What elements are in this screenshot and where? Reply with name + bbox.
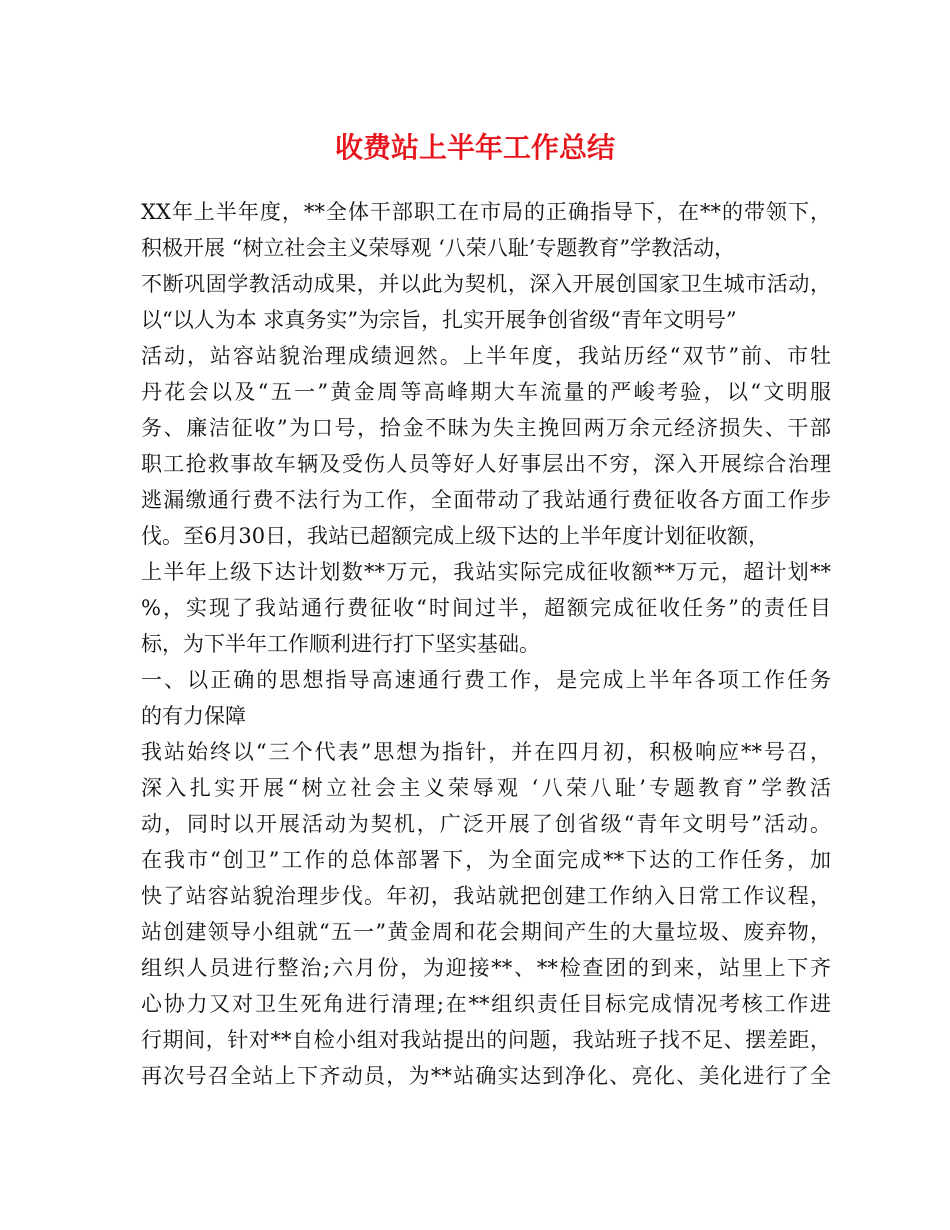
- body-line: 站创建领导小组就“五一”黄金周和花会期间产生的大量垃圾、废弃物，: [141, 920, 831, 944]
- body-line: 深入扎实开展“树立社会主义荣辱观 ‘八荣八耻’专题教育”学教活: [141, 776, 831, 800]
- body-line: 快了站容站貌治理步伐。年初，我站就把创建工作纳入日常工作议程，: [141, 884, 831, 908]
- document-body: [141, 194, 831, 1094]
- body-line: 积极开展 “树立社会主义荣辱观 ‘八荣八耻’专题教育”学教活动，: [141, 236, 736, 260]
- body-line: 丹花会以及“五一”黄金周等高峰期大车流量的严峻考验，以“文明服: [141, 380, 831, 404]
- body-line: 务、廉洁征收”为口号，拾金不昧为失主挽回两万余元经济损失、干部: [141, 416, 831, 440]
- body-line: 标，为下半年工作顺利进行打下坚实基础。: [141, 632, 540, 656]
- body-line: 伐。至6月30日，我站已超额完成上级下达的上半年度计划征收额，: [141, 524, 770, 548]
- document-title: 收费站上半年工作总结: [334, 131, 615, 164]
- body-line: 再次号召全站上下齐动员，为**站确实达到净化、亮化、美化进行了全: [141, 1064, 831, 1088]
- body-line: 在我市“创卫”工作的总体部署下，为全面完成**下达的工作任务，加: [141, 848, 831, 872]
- body-line: 以“以人为本 求真务实”为宗旨，扎实开展争创省级“青年文明号”: [141, 308, 737, 332]
- body-line: 职工抢救事故车辆及受伤人员等好人好事层出不穷，深入开展综合治理: [141, 452, 831, 476]
- body-line: 不断巩固学教活动成果，并以此为契机，深入开展创国家卫生城市活动，: [141, 272, 831, 296]
- body-line: XX年上半年度，**全体干部职工在市局的正确指导下，在**的带领下，: [141, 200, 831, 224]
- body-line: 一、以正确的思想指导高速通行费工作，是完成上半年各项工作任务: [141, 668, 831, 692]
- body-line: 我站始终以“三个代表”思想为指针，并在四月初，积极响应**号召，: [141, 740, 831, 764]
- body-line: %，实现了我站通行费征收“时间过半，超额完成征收任务”的责任目: [141, 596, 831, 620]
- body-line: 动，同时以开展活动为契机，广泛开展了创省级“青年文明号”活动。: [141, 812, 831, 836]
- body-line: 逃漏缴通行费不法行为工作，全面带动了我站通行费征收各方面工作步: [141, 488, 831, 512]
- body-line: 上半年上级下达计划数**万元，我站实际完成征收额**万元，超计划**: [141, 560, 831, 584]
- body-line: 的有力保障: [141, 704, 246, 728]
- body-line: 行期间，针对**自检小组对我站提出的问题，我站班子找不足、摆差距，: [141, 1028, 831, 1052]
- body-line: 组织人员进行整治;六月份，为迎接**、**检查团的到来，站里上下齐: [141, 956, 831, 980]
- body-line: 活动，站容站貌治理成绩迥然。上半年度，我站历经“双节”前、市牡: [141, 344, 831, 368]
- body-line: 心协力又对卫生死角进行清理;在**组织责任目标完成情况考核工作进: [141, 992, 831, 1016]
